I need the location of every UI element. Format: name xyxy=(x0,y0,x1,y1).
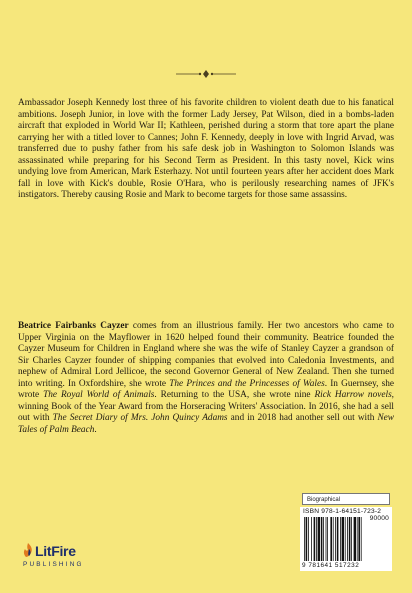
bio-text-2: . In Guernsey, she wrote xyxy=(18,378,395,401)
book-title-5: New Tales of Palm Beach xyxy=(18,413,394,435)
bio-text-1: comes from an illustrious family. Her two ancestors who came to Upper Virginia on the Mayflower in 1620 helped found their community. Beatrice founded the Cayzer Museum for Children in England where she was the wife of Stanley Cayzer a grandson of Sir Charles Cayzer founder of shipping companies that evolved into Caledonia Investments, and nephew of Admiral Lord Jellicoe, the second Governor General of New Zealand. Then she turned into writing. In Oxfordshire, she wrote xyxy=(18,321,395,389)
author-bio xyxy=(18,321,394,436)
book-blurb xyxy=(18,98,394,202)
author-name: Beatrice Fairbanks Cayzer xyxy=(18,321,129,331)
bio-text-5: and in 2018 had another sell out with xyxy=(227,413,378,424)
book-title-1: The Princes and the Princesses of Wales xyxy=(169,378,325,389)
publisher-subtitle: PUBLISHING xyxy=(23,561,84,568)
bio-text-6: . xyxy=(94,424,97,435)
book-title-4: The Secret Diary of Mrs. John Quincy Adams xyxy=(52,413,228,424)
barcode-digits: 9 781641 517232 xyxy=(302,562,360,569)
publisher-name: LitFire xyxy=(35,543,76,559)
isbn-barcode xyxy=(300,507,392,571)
publisher-logo xyxy=(22,542,102,572)
book-title-2: The Royal World of Animals xyxy=(43,390,155,401)
isbn-number: ISBN 978-1-64151-723-2 xyxy=(303,508,382,515)
bio-text-4: winning Book of the Year Award from the Horseracing Writers' Association. In 2016, she had a sell out with xyxy=(18,401,394,424)
blurb-paragraph: Ambassador Joseph Kennedy lost three of his favorite children to violent death due to his fanatical ambitions. Joseph Junior, in love with the former Lady Jersey, Pat Wilson, died in a bombs-laden aircraft that exploded in World War II; Kathleen, perished during a storm that tore apart the plane carrying her with a titled lover to Cannes; John F. Kennedy, deeply in love with Ingrid Arvad, was transferred due to pushy father from his safe desk job in Washington to Solomon Islands was assassinated while preparing for his Second Term as President. In this tasty novel, Kick wins undying love from American, Mark Esterhazy. Not until fourteen years after her accident does Mark fall in love with Kick's double, Rosie O'Hara, who is perilously researching names of JFK's instigators. Thereby causing Rosie and Mark to become targets for those same assassins. xyxy=(18,98,394,201)
ornament-divider xyxy=(176,69,236,79)
barcode-bars xyxy=(304,517,388,561)
book-title-3: Rick Harrow novels, xyxy=(314,390,395,401)
category-label: Biographical xyxy=(302,493,390,505)
flame-logo-icon xyxy=(22,542,35,559)
bio-text-3: . Returning to the USA, she wrote nine xyxy=(154,390,315,401)
price-code: 90000 xyxy=(369,515,389,522)
